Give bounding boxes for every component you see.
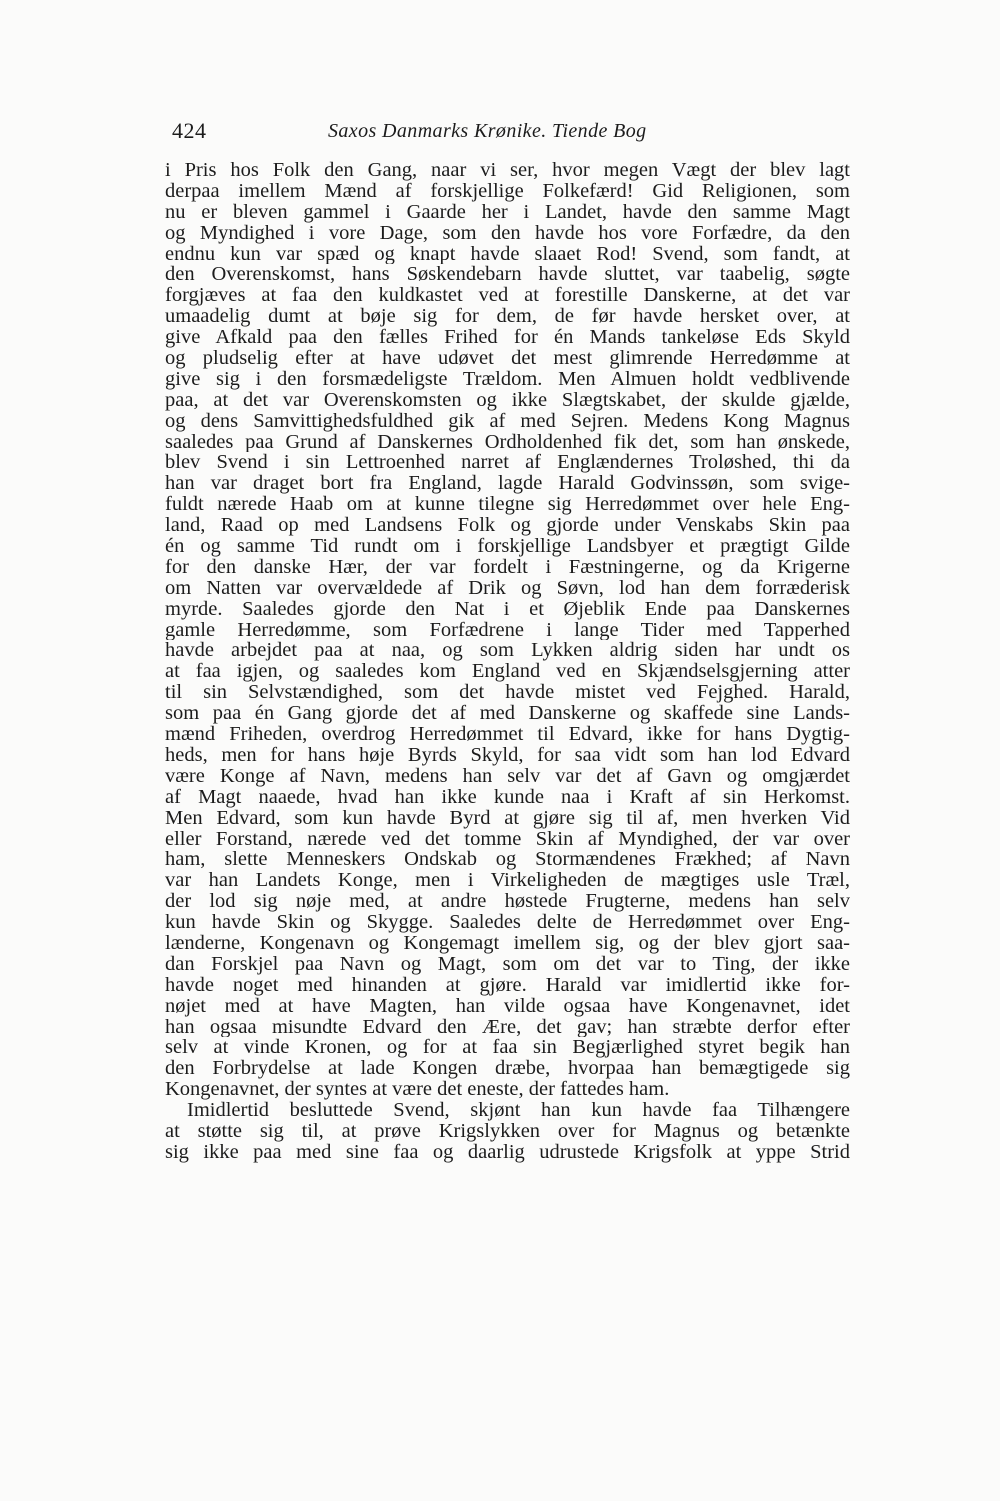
text-line: var han Landets Konge, men i Virkeligheden de mægtiges usle Træl, [165,870,850,892]
text-line: han ogsaa misundte Edvard den Ære, det gav; han stræbte derfor efter [165,1016,850,1038]
text-line: nøjet med at have Magten, han vilde ogsaa have Kongenavnet, idet [165,995,850,1017]
text-line: sig ikke paa med sine faa og daarlig udrustede Krigsfolk at yppe Strid [165,1141,850,1163]
text-line: og dens Samvittighedsfuldhed gik af med Sejren. Medens Kong Magnus [165,410,850,432]
text-line: endnu kun var spæd og knapt havde slaaet Rod! Svend, som fandt, at [165,243,850,265]
text-line: han var draget bort fra England, lagde Harald Godvinssøn, som svige- [165,473,850,495]
text-line: lænderne, Kongenavn og Kongemagt imellem sig, og der blev gjort saa- [165,932,850,954]
text-line: give sig i den forsmædeligste Trældom. Men Almuen holdt vedblivende [165,368,850,390]
text-line: ham, slette Menneskers Ondskab og Stormændenes Frækhed; af Navn [165,849,850,871]
text-line: land, Raad op med Landsens Folk og gjorde under Venskabs Skin paa [165,515,850,537]
text-line: myrde. Saaledes gjorde den Nat i et Øjeblik Ende paa Danskernes [165,598,850,620]
text-line: dan Forskjel paa Navn og Magt, som om det var to Ting, der ikke [165,953,850,975]
text-line: umaadelig dumt at bøje sig for dem, de før havde hersket over, at [165,306,850,328]
running-title: Saxos Danmarks Krønike. Tiende Bog [328,120,647,142]
text-line: saaledes paa Grund af Danskernes Ordholdenhed fik det, som han ønskede, [165,431,850,453]
text-line: være Konge af Navn, medens han selv var det af Gavn og omgjærdet [165,765,850,787]
body-text [165,160,850,1163]
text-line: selv at vinde Kronen, og for at faa sin Begjærlighed styret begik han [165,1037,850,1059]
text-line: og pludselig efter at have udøvet det mest glimrende Herredømme at [165,348,850,369]
text-line: der lod sig nøje med, at andre høstede Frugterne, medens han selv [165,891,850,913]
text-line: om Natten var overvældede af Drik og Søvn, lod han dem forræderisk [165,577,850,599]
text-line: at støtte sig til, at prøve Krigslykken over for Magnus og betænkte [165,1120,850,1142]
text-line: den Overenskomst, hans Søskendebarn havde sluttet, var taabelig, søgte [165,264,850,286]
text-line: Imidlertid besluttede Svend, skjønt han kun havde faa Tilhængere [187,1100,850,1121]
text-line: og Myndighed i vore Dage, som den havde hos vore Forfædre, da den [165,222,850,244]
text-line: til sin Selvstændighed, som det havde mistet ved Fejghed. Harald, [165,682,850,704]
text-line: heds, men for hans høje Byrds Skyld, for saa vidt som han lod Edvard [165,744,850,766]
text-line: derpaa imellem Mænd af forskjellige Folkefærd! Gid Religionen, som [165,180,850,202]
text-line: blev Svend i sin Lettroenhed narret af Englændernes Troløshed, thi da [165,452,850,474]
text-line: nu er bleven gammel i Gaarde her i Landet, havde den samme Magt [165,201,850,223]
page-number: 424 [172,118,207,143]
text-line: give Afkald paa den fælles Frihed for én Mands tankeløse Eds Skyld [165,327,850,349]
text-line: paa, at det var Overenskomsten og ikke Slægtskabet, der skulde gjælde, [165,389,850,411]
text-line: Kongenavnet, der syntes at være det eneste, der fattedes ham. [165,1079,670,1101]
text-line: fuldt nærede Haab om at kunne tilegne sig Herredømmet over hele Eng- [165,494,850,516]
text-line: at faa igjen, og saaledes kom England ved en Skjændselsgjerning atter [165,661,850,683]
running-head [168,118,840,148]
text-line: som paa én Gang gjorde det af med Danskerne og skaffede sine Lands- [165,703,850,725]
text-line: den Forbrydelse at lade Kongen dræbe, hvorpaa han bemægtigede sig [165,1058,850,1080]
text-line: gamle Herredømme, som Forfædrene i lange Tider med Tapperhed [165,619,850,641]
text-line: havde noget med hinanden at gjøre. Harald var imidlertid ikke for- [165,974,850,996]
text-line: af Magt naaede, hvad han ikke kunde naa i Kraft af sin Herkomst. [165,786,850,808]
text-line: eller Forstand, nærede ved det tomme Skin af Myndighed, der var over [165,828,850,850]
text-line: havde arbejdet paa at naa, og som Lykken aldrig siden har undt os [165,640,850,662]
text-line: én og samme Tid rundt om i forskjellige Landsbyer et prægtigt Gilde [165,536,850,557]
text-line: for den danske Hær, der var fordelt i Fæstningerne, og da Krigerne [165,556,850,578]
text-line: forgjæves at faa den kuldkastet ved at forestille Danskerne, at det var [165,285,850,307]
text-line: kun havde Skin og Skygge. Saaledes delte de Herredømmet over Eng- [165,912,850,933]
text-line: Men Edvard, som kun havde Byrd at gjøre sig til af, men hverken Vid [165,807,850,829]
text-line: i Pris hos Folk den Gang, naar vi ser, hvor megen Vægt der blev lagt [165,160,850,181]
text-line: mænd Friheden, overdrog Herredømmet til Edvard, ikke for hans Dygtig- [165,724,850,745]
